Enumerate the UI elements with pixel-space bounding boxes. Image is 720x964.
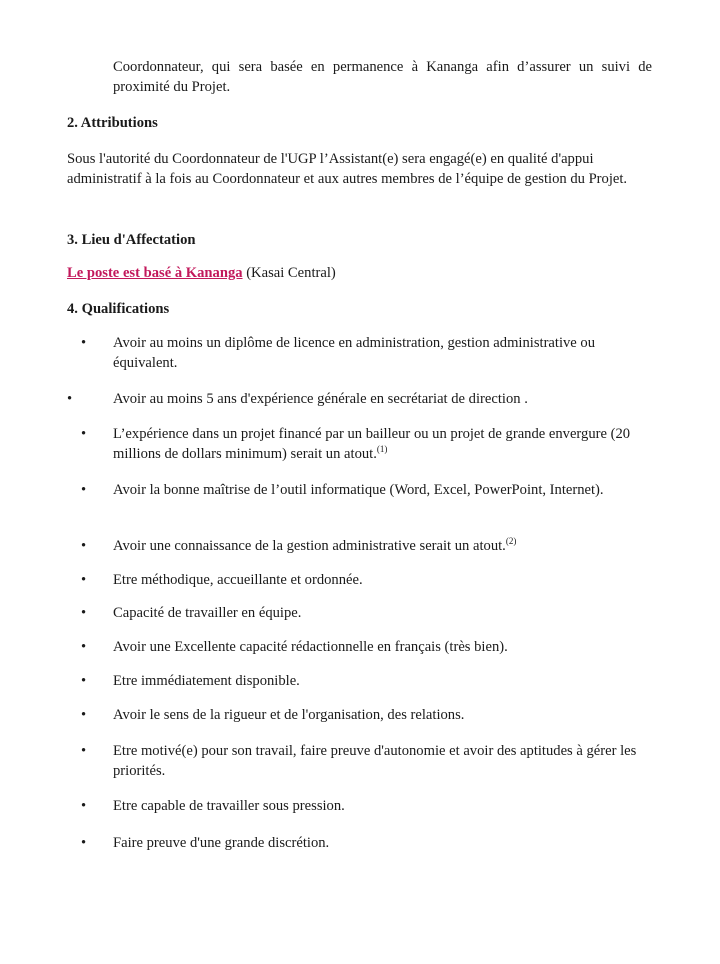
list-item-text: Etre méthodique, accueillante et ordonnée. (113, 572, 363, 588)
bullet-icon: • (81, 639, 87, 655)
bullet-icon: • (81, 572, 87, 588)
bullet-icon: • (81, 835, 87, 851)
list-item-text: Etre capable de travailler sous pression. (113, 798, 345, 814)
list-item-text: Etre immédiatement disponible. (113, 673, 300, 689)
list-item-text: Avoir au moins 5 ans d'expérience générale en secrétariat de direction . (113, 391, 528, 407)
list-item-text: Capacité de travailler en équipe. (113, 605, 302, 621)
list-item-text: Faire preuve d'une grande discrétion. (113, 835, 330, 851)
list-item-text: Avoir la bonne maîtrise de l’outil informatique (Word, Excel, PowerPoint, Internet). (113, 482, 604, 498)
list-item-text (113, 536, 658, 556)
list-item-text: Avoir le sens de la rigueur et de l'organisation, des relations. (113, 707, 465, 723)
bullet-icon: • (81, 673, 87, 689)
bullet-icon: • (81, 426, 87, 442)
footnote-marker: (1) (376, 444, 388, 454)
footnote-marker: (2) (505, 536, 517, 546)
heading-attributions: 2. Attributions (67, 115, 158, 131)
bullet-icon: • (81, 707, 87, 723)
bullet-icon: • (81, 743, 87, 759)
bullet-icon: • (81, 482, 87, 498)
lieu-rest-text: (Kasai Central) (242, 265, 336, 281)
attributions-paragraph: Sous l'autorité du Coordonnateur de l'UGP l’Assistant(e) sera engagé(e) en qualité d'appui administratif à la fois au Coordonnateur et aux autres membres de l’équipe de gestion du Projet. (67, 151, 628, 187)
list-item-body: Avoir une connaissance de la gestion administrative serait un atout. (113, 538, 506, 554)
bullet-icon: • (81, 798, 87, 814)
heading-qualifications: 4. Qualifications (67, 301, 170, 317)
lieu-link[interactable]: Le poste est basé à Kananga (67, 265, 243, 281)
heading-lieu-affectation: 3. Lieu d'Affectation (67, 232, 196, 248)
list-item-text: Avoir une Excellente capacité rédactionnelle en français (très bien). (113, 639, 508, 655)
bullet-icon: • (81, 538, 87, 554)
list-item-body: L’expérience dans un projet financé par un bailleur ou un projet de grande envergure (20 millions de dollars minimum) serait un atout. (113, 426, 631, 462)
bullet-icon: • (81, 605, 87, 621)
bullet-icon: • (81, 335, 87, 351)
list-item-text: Avoir au moins un diplôme de licence en administration, gestion administrative ou équivalent. (113, 335, 596, 371)
list-item-text: Etre motivé(e) pour son travail, faire preuve d'autonomie et avoir des aptitudes à gérer les priorités. (113, 743, 637, 779)
intro-paragraph: Coordonnateur, qui sera basée en permanence à Kananga afin d’assurer un suivi de proximité du Projet. (113, 59, 652, 95)
lieu-line (67, 263, 336, 283)
list-item-text (113, 424, 658, 464)
bullet-icon: • (67, 391, 73, 407)
